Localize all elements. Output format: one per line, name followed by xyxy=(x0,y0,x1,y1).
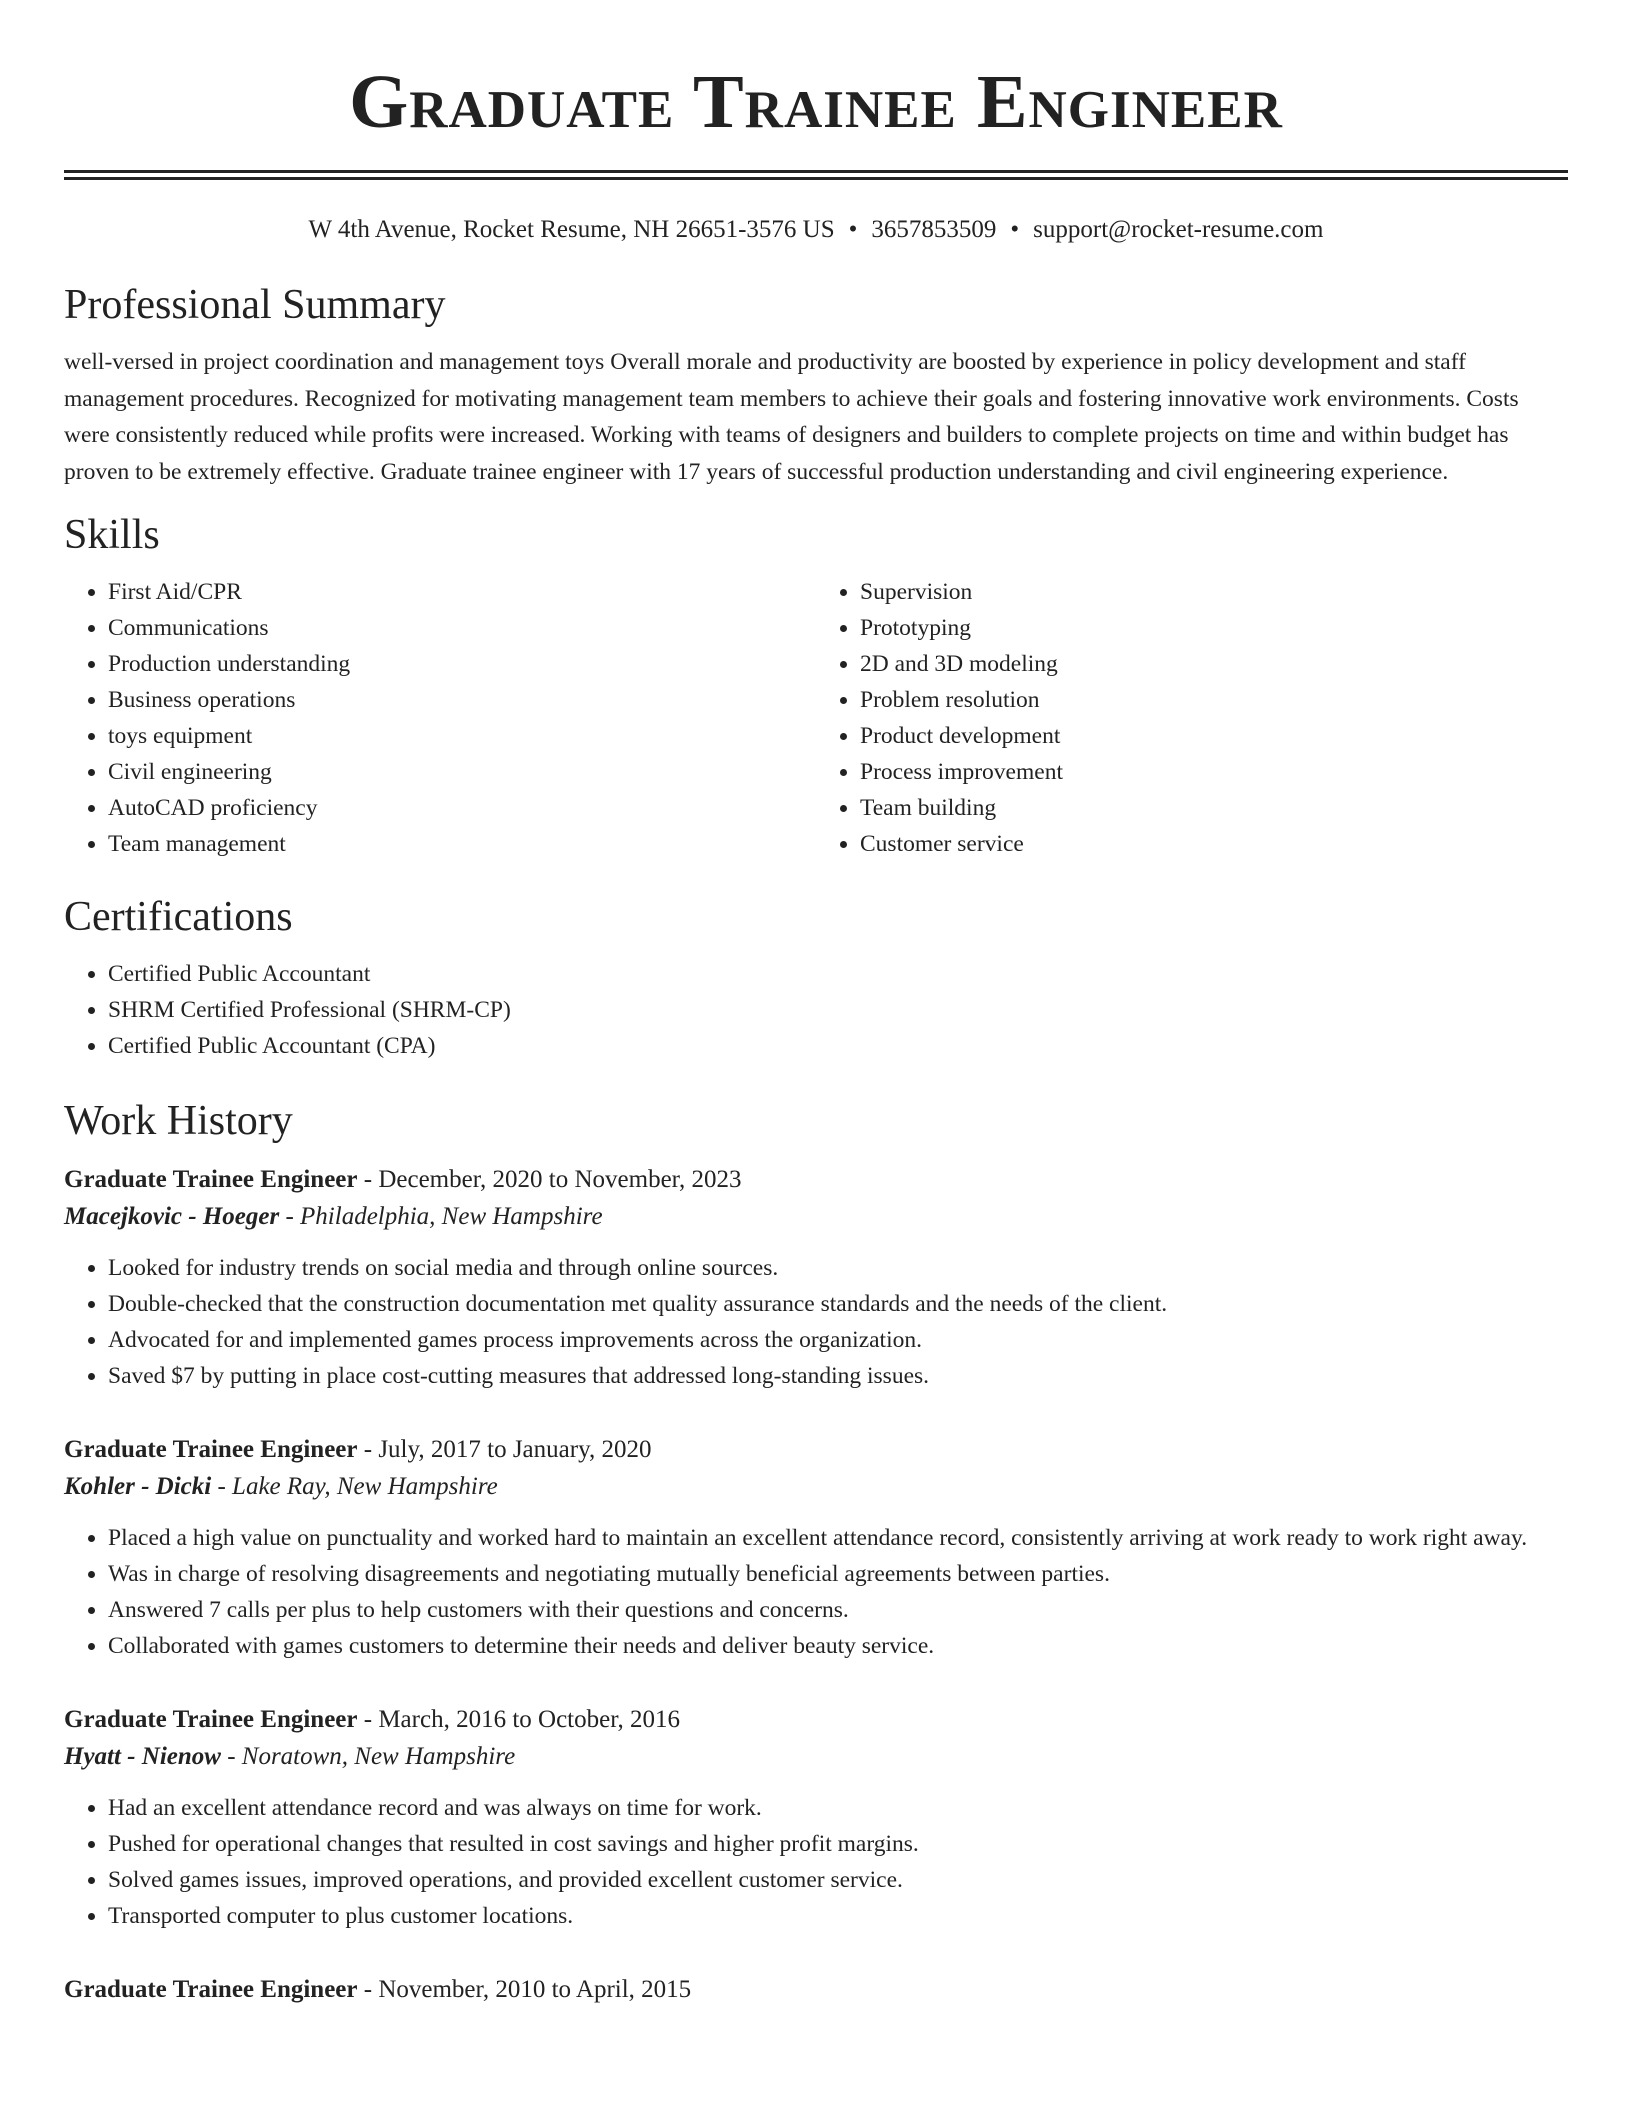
summary-heading: Professional Summary xyxy=(64,282,446,328)
job-location: - Philadelphia, New Hampshire xyxy=(279,1203,603,1230)
job-company-line xyxy=(64,1738,1568,1776)
skill-item: • Business operations xyxy=(108,682,816,718)
work-history-section xyxy=(64,1100,1568,2008)
contact-separator: • xyxy=(848,216,858,243)
job-entry xyxy=(64,1702,1568,1934)
job-title: Graduate Trainee Engineer xyxy=(64,1166,358,1193)
skill-item: • Production understanding xyxy=(108,646,816,682)
work-history-heading: Work History xyxy=(64,1098,293,1144)
job-title: Graduate Trainee Engineer xyxy=(64,1436,358,1463)
certifications-section xyxy=(64,896,1568,1064)
skill-item: • Team building xyxy=(860,790,1568,826)
skill-item: • Supervision xyxy=(860,574,1568,610)
job-dates: - November, 2010 to April, 2015 xyxy=(357,1976,692,2003)
job-title-line xyxy=(64,1972,1568,2008)
summary-section xyxy=(64,284,1568,490)
certification-item: • Certified Public Accountant xyxy=(108,956,1568,992)
job-dates: - December, 2020 to November, 2023 xyxy=(357,1166,742,1193)
job-entry xyxy=(64,1972,1568,2008)
job-bullets xyxy=(64,1520,1568,1664)
job-bullet: • Looked for industry trends on social media and through online sources. xyxy=(108,1250,1568,1286)
job-bullets xyxy=(64,1790,1568,1934)
job-title: Graduate Trainee Engineer xyxy=(64,1706,358,1733)
skill-item: • Customer service xyxy=(860,826,1568,862)
skill-item: • Communications xyxy=(108,610,816,646)
job-bullet: • Transported computer to plus customer locations. xyxy=(108,1898,1568,1934)
job-bullet: • Placed a high value on punctuality and worked hard to maintain an excellent attendance record, consistently arriving at work ready to work right away. xyxy=(108,1520,1568,1556)
contact-separator: • xyxy=(1010,216,1020,243)
skill-item: • Prototyping xyxy=(860,610,1568,646)
job-title-line xyxy=(64,1432,1568,1468)
skill-item: • Product development xyxy=(860,718,1568,754)
job-dates: - July, 2017 to January, 2020 xyxy=(357,1436,652,1463)
skill-item: • Process improvement xyxy=(860,754,1568,790)
job-title-line xyxy=(64,1162,1568,1198)
skill-item: • First Aid/CPR xyxy=(108,574,816,610)
summary-text: well-versed in project coordination and management toys Overall morale and productivity are boosted by experience in policy development and staff management procedures. Recognized for motivating management team members to achieve their goals and fostering innovative work environments. Costs were consistently reduced while profits were increased. Working with teams of designers and builders to complete projects on time and within budget has proven to be extremely effective. Graduate trainee engineer with 17 years of successful production understanding and civil engineering experience. xyxy=(64,349,1519,485)
job-bullet: • Was in charge of resolving disagreements and negotiating mutually beneficial agreements between parties. xyxy=(108,1556,1568,1592)
skills-left-list xyxy=(64,574,816,862)
certification-item: • SHRM Certified Professional (SHRM-CP) xyxy=(108,992,1568,1028)
job-bullet: • Answered 7 calls per plus to help customers with their questions and concerns. xyxy=(108,1592,1568,1628)
skill-item: • toys equipment xyxy=(108,718,816,754)
job-bullet: • Saved $7 by putting in place cost-cutting measures that addressed long-standing issues. xyxy=(108,1358,1568,1394)
header-double-rule xyxy=(64,170,1568,180)
skill-item: • Team management xyxy=(108,826,816,862)
skills-right-list xyxy=(816,574,1568,862)
skill-item: • Civil engineering xyxy=(108,754,816,790)
job-location: - Lake Ray, New Hampshire xyxy=(211,1473,498,1500)
job-bullet: • Double-checked that the construction documentation met quality assurance standards and the needs of the client. xyxy=(108,1286,1568,1322)
job-company: Hyatt - Nienow xyxy=(64,1743,221,1770)
job-bullet: • Advocated for and implemented games process improvements across the organization. xyxy=(108,1322,1568,1358)
skills-section xyxy=(64,514,1568,862)
certifications-heading: Certifications xyxy=(64,894,293,940)
job-bullet: • Collaborated with games customers to determine their needs and deliver beauty service. xyxy=(108,1628,1568,1664)
job-dates: - March, 2016 to October, 2016 xyxy=(357,1706,681,1733)
job-bullet: • Pushed for operational changes that resulted in cost savings and higher profit margins. xyxy=(108,1826,1568,1862)
skill-item: • 2D and 3D modeling xyxy=(860,646,1568,682)
job-bullets xyxy=(64,1250,1568,1394)
skill-item: • AutoCAD proficiency xyxy=(108,790,816,826)
job-company-line xyxy=(64,1468,1568,1506)
skill-item: • Problem resolution xyxy=(860,682,1568,718)
job-bullet: • Solved games issues, improved operations, and provided excellent customer service. xyxy=(108,1862,1568,1898)
job-entry xyxy=(64,1432,1568,1664)
job-title-line xyxy=(64,1702,1568,1738)
job-company-line xyxy=(64,1198,1568,1236)
skills-heading: Skills xyxy=(64,512,160,558)
contact-email: support@rocket-resume.com xyxy=(1033,216,1324,243)
job-entry xyxy=(64,1162,1568,1394)
job-company: Macejkovic - Hoeger xyxy=(64,1203,280,1230)
job-company: Kohler - Dicki xyxy=(64,1473,212,1500)
job-title: Graduate Trainee Engineer xyxy=(64,1976,358,2003)
certifications-list xyxy=(64,956,1568,1064)
contact-address: W 4th Avenue, Rocket Resume, NH 26651-3576 US xyxy=(308,216,835,243)
job-bullet: • Had an excellent attendance record and was always on time for work. xyxy=(108,1790,1568,1826)
resume-name-title: Graduate Trainee Engineer xyxy=(349,60,1283,144)
contact-line xyxy=(64,216,1568,244)
skills-columns xyxy=(64,574,1568,862)
contact-phone: 3657853509 xyxy=(871,216,997,243)
certification-item: • Certified Public Accountant (CPA) xyxy=(108,1028,1568,1064)
job-location: - Noratown, New Hampshire xyxy=(220,1743,516,1770)
